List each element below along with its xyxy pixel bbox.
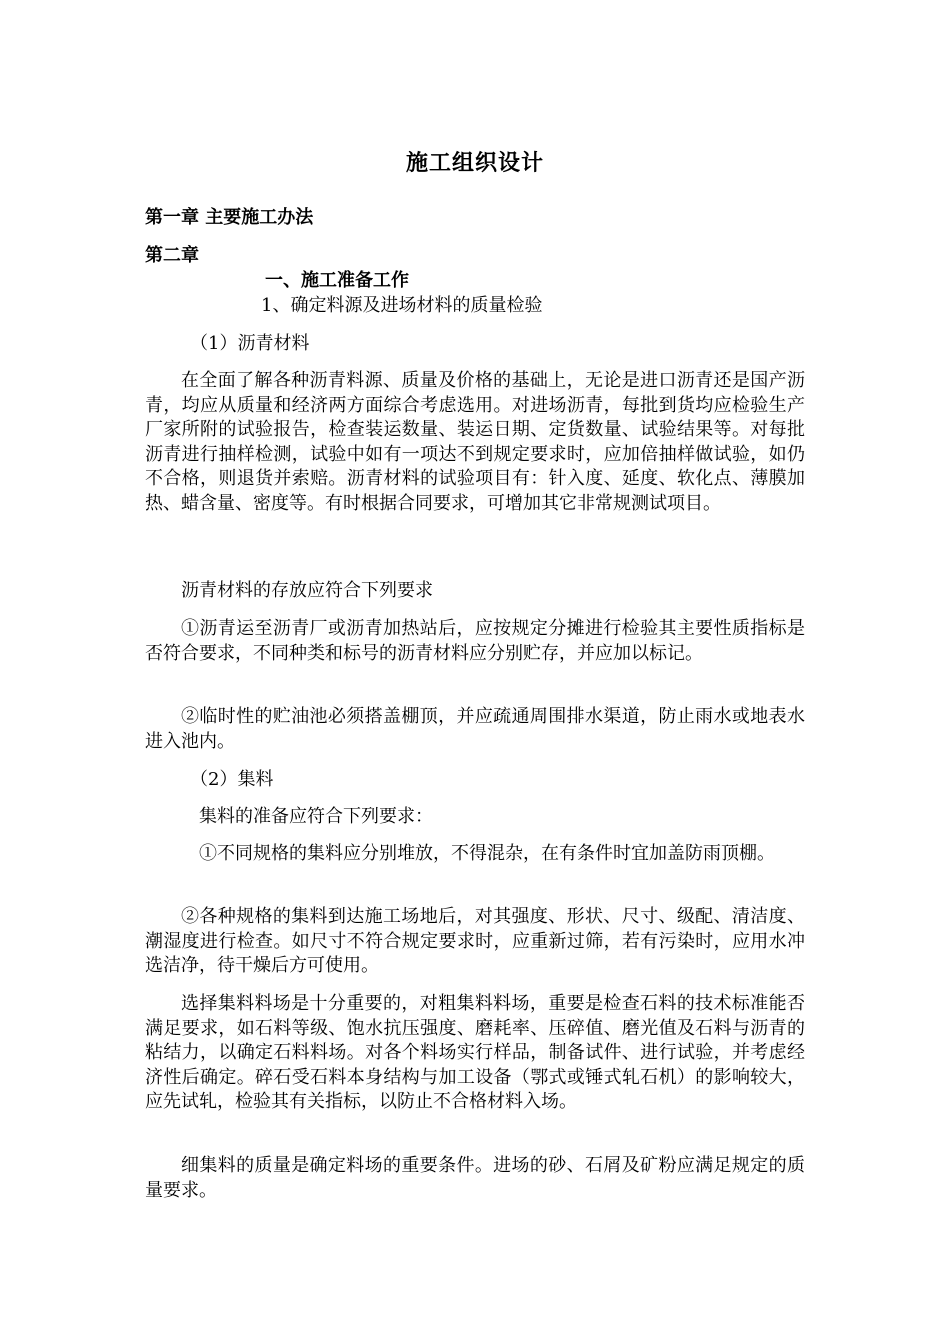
chapter-2-heading: 第二章 [145, 245, 199, 266]
item-1-heading: （1）沥青材料 [190, 333, 310, 354]
paragraph-quarry-selection: 选择集料料场是十分重要的，对粗集料料场，重要是检查石料的技术标准能否满足要求，如石料等级、饱水抗压强度、磨耗率、压碎值、磨光值及石料与沥青的粘结力，以确定石料料场。对各个料场实行样品，制备试件、进行试验，并考虑经济性后确定。碎石受石料本身结构与加工设备（鄂式或锤式轧石机）的影响较大，应先试轧，检验其有关指标，以防止不合格材料入场。 [145, 993, 805, 1112]
subsection-1-heading: 1、确定料源及进场材料的质量检验 [261, 295, 543, 316]
document-title: 施工组织设计 [405, 150, 544, 176]
paragraph-asphalt-storage-intro: 沥青材料的存放应符合下列要求 [181, 580, 433, 601]
paragraph-asphalt-storage-1: ①沥青运至沥青厂或沥青加热站后，应按规定分摊进行检验其主要性质指标是否符合要求，不同种类和标号的沥青材料应分别贮存，并应加以标记。 [145, 618, 805, 664]
item-2-heading: （2）集料 [190, 769, 274, 790]
paragraph-fine-aggregate: 细集料的质量是确定料场的重要条件。进场的砂、石屑及矿粉应满足规定的质量要求。 [145, 1155, 805, 1201]
paragraph-aggregate-2: ②各种规格的集料到达施工场地后，对其强度、形状、尺寸、级配、清洁度、潮湿度进行检查。如尺寸不符合规定要求时，应重新过筛，若有污染时，应用水冲选洁净，待干燥后方可使用。 [145, 906, 805, 976]
section-1-heading: 一、施工准备工作 [265, 270, 409, 291]
paragraph-asphalt-storage-2: ②临时性的贮油池必须搭盖棚顶，并应疏通周围排水渠道，防止雨水或地表水进入池内。 [145, 706, 805, 752]
paragraph-aggregate-1: ①不同规格的集料应分别堆放，不得混杂，在有条件时宜加盖防雨顶棚。 [199, 843, 775, 864]
paragraph-aggregate-intro: 集料的准备应符合下列要求： [199, 806, 433, 827]
paragraph-asphalt-selection: 在全面了解各种沥青料源、质量及价格的基础上，无论是进口沥青还是国产沥青，均应从质量和经济两方面综合考虑选用。对进场沥青，每批到货均应检验生产厂家所附的试验报告，检查装运数量、装运日期、定货数量、试验结果等。对每批沥青进行抽样检测，试验中如有一项达不到规定要求时，应加倍抽样做试验，如仍不合格，则退货并索赔。沥青材料的试验项目有：针入度、延度、软化点、薄膜加热、蜡含量、密度等。有时根据合同要求，可增加其它非常规测试项目。 [145, 370, 805, 514]
chapter-1-heading: 第一章 主要施工办法 [145, 207, 314, 228]
